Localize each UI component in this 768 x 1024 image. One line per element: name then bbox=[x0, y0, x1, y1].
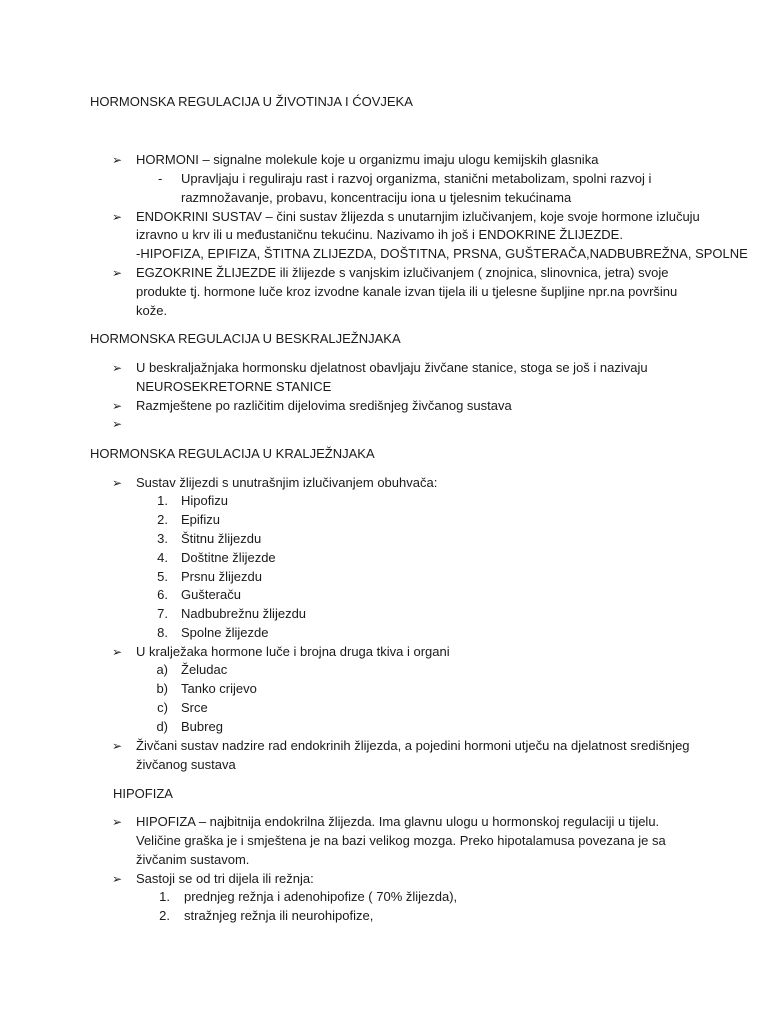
bullet-arrow-icon bbox=[112, 738, 126, 754]
bullet-arrow-icon bbox=[112, 265, 126, 281]
list-letter: b) bbox=[156, 681, 168, 696]
list-letter: d) bbox=[156, 719, 168, 734]
list-item: Gušteraču bbox=[181, 587, 241, 602]
section-title-vertebrates: HORMONSKA REGULACIJA U KRALJEŽNJAKA bbox=[90, 446, 375, 461]
list-item: Bubreg bbox=[181, 719, 223, 734]
list-item: Spolne žlijezde bbox=[181, 625, 269, 640]
bullet-vertebrates: Sustav žlijezdi s unutrašnjim izlučivanjem obuhvača: bbox=[136, 475, 438, 490]
list-item: stražnjeg režnja ili neurohipofize, bbox=[184, 908, 374, 923]
bullet-invertebrates-line: Razmještene po različitim dijelovima središnjeg živčanog sustava bbox=[136, 398, 512, 413]
list-number: 5. bbox=[157, 569, 168, 584]
list-item: Želudac bbox=[181, 662, 228, 677]
list-number: 1. bbox=[157, 493, 168, 508]
list-number: 2. bbox=[157, 512, 168, 527]
bullet-arrow-icon bbox=[112, 209, 126, 225]
bullet-arrow-icon bbox=[112, 416, 126, 432]
list-letter: c) bbox=[157, 700, 168, 715]
bullet-hipofiza-line: Veličine graška je i smještena je na bazi velikog mozga. Preko hipotalamusa povezana je sa bbox=[136, 833, 666, 848]
sub-bullet-line: razmnožavanje, probavu, koncentraciju iona u tjelesnim tekućinama bbox=[181, 190, 572, 205]
list-number: 1. bbox=[159, 889, 170, 904]
bullet-other-organs: U kralježaka hormone luče i brojna druga tkiva i organi bbox=[136, 644, 450, 659]
list-item: Štitnu žlijezdu bbox=[181, 531, 262, 546]
bullet-hipofiza-line: živčanim sustavom. bbox=[136, 852, 250, 867]
bullet-arrow-icon bbox=[112, 871, 126, 887]
list-number: 2. bbox=[159, 908, 170, 923]
bullet-nervous-line: živčanog sustava bbox=[136, 757, 236, 772]
bullet-parts: Sastoji se od tri dijela ili režnja: bbox=[136, 871, 314, 886]
bullet-arrow-icon bbox=[112, 360, 126, 376]
section-title-animals-humans: HORMONSKA REGULACIJA U ŽIVOTINJA I ĆOVJEKA bbox=[90, 94, 413, 109]
list-letter: a) bbox=[156, 662, 168, 677]
bullet-egzokrine-line: kože. bbox=[136, 303, 168, 318]
bullet-arrow-icon bbox=[112, 398, 126, 414]
bullet-egzokrine-line: produkte tj. hormone luče kroz izvodne kanale izvan tijela ili u tjelesne šupljine npr.na površinu bbox=[136, 284, 678, 299]
bullet-arrow-icon bbox=[112, 814, 126, 830]
list-item: Prsnu žlijezdu bbox=[181, 569, 262, 584]
bullet-hormoni: HORMONI – signalne molekule koje u organizmu imaju ulogu kemijskih glasnika bbox=[136, 152, 599, 167]
section-title-hipofiza: HIPOFIZA bbox=[113, 786, 173, 801]
list-number: 6. bbox=[157, 587, 168, 602]
list-number: 7. bbox=[157, 606, 168, 621]
bullet-endokrini-line: ENDOKRINI SUSTAV – čini sustav žlijezda s unutarnjim izlučivanjem, koje svoje hormone izlučuju bbox=[136, 209, 700, 224]
list-item: Srce bbox=[181, 700, 208, 715]
bullet-endokrini-line: izravno u krv ili u međustaničnu tekućinu. Nazivamo ih još i ENDOKRINE ŽLIJEZDE. bbox=[136, 227, 623, 242]
bullet-arrow-icon bbox=[112, 152, 126, 168]
list-item: Epifizu bbox=[181, 512, 221, 527]
bullet-hipofiza-line: HIPOFIZA – najbitnija endokrilna žlijezda. Ima glavnu ulogu u hormonskoj regulaciji u tijelu. bbox=[136, 814, 660, 829]
list-item: Tanko crijevo bbox=[181, 681, 257, 696]
bullet-arrow-icon bbox=[112, 644, 126, 660]
section-title-invertebrates: HORMONSKA REGULACIJA U BESKRALJEŽNJAKA bbox=[90, 331, 401, 346]
list-item: Doštitne žlijezde bbox=[181, 550, 276, 565]
list-item: Hipofizu bbox=[181, 493, 228, 508]
bullet-egzokrine-line: EGZOKRINE ŽLIJEZDE ili žlijezde s vanjskim izlučivanjem ( znojnica, slinovnica, jetra) svoje bbox=[136, 265, 669, 280]
list-number: 4. bbox=[157, 550, 168, 565]
bullet-invertebrates-line: NEUROSEKRETORNE STANICE bbox=[136, 379, 332, 394]
bullet-invertebrates-line: U beskraljažnjaka hormonsku djelatnost obavljaju živčane stanice, stoga se još i nazivaju bbox=[136, 360, 648, 375]
list-number: 3. bbox=[157, 531, 168, 546]
sub-bullet-line: Upravljaju i reguliraju rast i razvoj organizma, stanični metabolizam, spolni razvoj i bbox=[181, 171, 652, 186]
dash-bullet-icon: - bbox=[158, 171, 163, 186]
bullet-endokrini-line: -HIPOFIZA, EPIFIZA, ŠTITNA ZLIJEZDA, DOŠTITNA, PRSNA, GUŠTERAČA,NADBUBREŽNA, SPOLNE bbox=[136, 246, 748, 261]
bullet-arrow-icon bbox=[112, 475, 126, 491]
list-item: prednjeg režnja i adenohipofize ( 70% žlijezda), bbox=[184, 889, 458, 904]
list-number: 8. bbox=[157, 625, 168, 640]
bullet-nervous-line: Živčani sustav nadzire rad endokrinih žlijezda, a pojedini hormoni utječu na djelatnost središnjeg bbox=[136, 738, 690, 753]
list-item: Nadbubrežnu žlijezdu bbox=[181, 606, 307, 621]
